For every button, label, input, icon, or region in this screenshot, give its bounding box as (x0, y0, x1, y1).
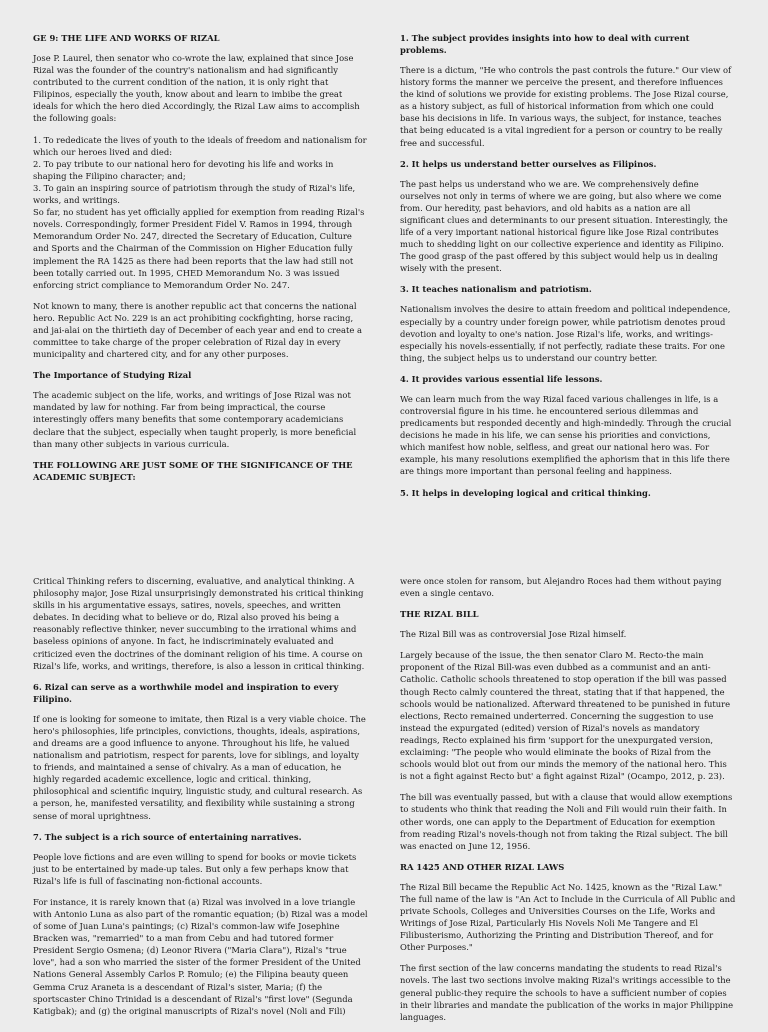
section-heading: 6. Rizal can serve as a worthwhile model and inspiration to every Filipino. (33, 681, 339, 704)
paragraph: Not known to many, there is another republic act that concerns the national hero. Republic Act No. 229 is an act prohibiting cockfighting, horse racing, and jai-alai on the thirtieth day of December of each year and end to create a committee to take charge of the proper celebration of Rizal day in every municipality and chartered city, and for any other purposes. (33, 300, 362, 360)
paragraph: The Rizal Bill became the Republic Act No. 1425, known as the "Rizal Law." The full name of the law is "An Act to Include in the Curricula of All Public and private Schools, Colleges and Universities Courses on the Life, Works and Writings of Jose Rizal, Particularly His Novels Noli Me Tangere and El Filibusterismo, Authorizing the Printing and Distribution Thereof, and for Other Purposes." (400, 881, 736, 953)
paragraph: Largely because of the issue, the then senator Claro M. Recto-the main proponent of the Rizal Bill-was even dubbed as a communist and an anti-Catholic. Catholic schools threatened to stop operation if the bill was passed though Recto calmly countered the threat, stating that if that happened, the schools would be nationalized. Afterward threatened to be punished in future elections, Recto remained underterred. Concerning the suggestion to use instead the expurgated (edited) version of Rizal's novels as mandatory readings, Recto explained his firm 'support for the unexpurgated version, exclaiming: "The people who would eliminate the books of Rizal from the schools would blot out from our minds the memory of the national hero. This is not a fight against Recto but' a fight against Rizal" (Ocampo, 2012, p. 23). (400, 650, 731, 782)
section-heading: The Importance of Studying Rizal (33, 370, 192, 381)
right-column (400, 575, 736, 1032)
document-page-2 (0, 572, 768, 1024)
section-heading: 4. It provides various essential life lessons. (400, 373, 603, 384)
section-heading: 7. The subject is a rich source of entertaining narratives. (33, 831, 302, 842)
section-heading: 1. The subject provides insights into how to deal with current problems. (400, 33, 690, 55)
paragraph: If one is looking for someone to imitate, then Rizal is a very viable choice. The hero's philosophies, life principles, convictions, thoughts, ideals, aspirations, and dreams are a good influence to anyone. Throughout his life, he valued nationalism and patriotism, respect for parents, love for siblings, and loyalty to friends, and maintained a sense of chivalry. As a man of education, he highly regarded academic excellence, logic and critical. thinking, philosophical and scientific inquiry, linguistic study, and cultural research. As a person, he, manifested versatility, and flexibility while sustaining a strong sense of moral uprightness. (33, 713, 366, 821)
paragraph: So far, no student has yet officially applied for exemption from reading Rizal's novels. Correspondingly, former President Fidel V. Ramos in 1994, through Memorandum Order No. 247, directed the Secretary of Education, Culture and Sports and the Chairman of the Commission on Higher Education fully implement the RA 1425 as there had been reports that the law had still not been totally carried out. In 1995, CHED Memorandum No. 3 was issued enforcing strict compliance to Memorandum Order No. 247. (33, 207, 365, 290)
list-item: 3. To gain an inspiring source of patriotism through the study of Rizal's life, works, and writings. (33, 182, 356, 206)
section-heading: THE RIZAL BILL (400, 609, 479, 620)
paragraph: were once stolen for ransom, but Alejandro Roces had them without paying even a single centavo. (400, 576, 722, 599)
paragraph: We can learn much from the way Rizal faced various challenges in life, is a controversial figure in his time. he encountered serious dilemmas and predicaments but responded decently and high-mindedly. Through the crucial decisions he made in his life, we can sense his priorities and convictions, which manifest how noble, selfless, and great our national hero was. For example, his many resolutions exemplified the aphorism that in this life there are things more important than personal feeling and happiness. (400, 393, 732, 477)
paragraph: The academic subject on the life, works, and writings of Jose Rizal was not mandated by law for nothing. Far from being impractical, the course interestingly offers many benefits that some contemporary academicians declare that the subject, especially when taught properly, is more beneficial than many other subjects in various curricula. (33, 390, 357, 449)
paragraph: There is a dictum, "He who controls the past controls the future." Our view of history forms the manner we perceive the present, and therefore influences the kind of solutions we provide for existing problems. The Jose Rizal course, as a history subject, as full of historical information from which one could base his decisions in life. In various ways, the subject, for instance, teaches that being educated is a vital ingredient for a person or country to be really free and successful. (400, 65, 732, 148)
document-title: GE 9: THE LIFE AND WORKS OF RIZAL (33, 33, 220, 43)
list-item: 2. To pay tribute to our national hero for devoting his life and works in shaping the Filipino character; and; (33, 158, 334, 181)
section-heading: 5. It helps in developing logical and critical thinking. (400, 487, 651, 498)
paragraph: The past helps us understand who we are. We comprehensively define ourselves not only in terms of where we are going, but also where we come from. Our heredity, past behaviors, and old habits as a nation are all significant clues and determinants to our present situation. Interestingly, the life of a very important national historical figure like Jose Rizal contributes much to shedding light on our collective experience and identity as Filipino. The good grasp of the past offered by this subject would help us in dealing wisely with the present. (400, 178, 728, 274)
list-item: 1. To rededicate the lives of youth to the ideals of freedom and nationalism for which our heroes lived and died: (33, 134, 367, 157)
paragraph: Nationalism involves the desire to attain freedom and political independence, especially by a country under foreign power, while patriotism denotes proud devotion and loyalty to one's nation. Jose Rizal's life, works, and writings-especially his novels-essentially, if not perfectly, radiate these traits. For one thing, the subject helps us to understand our country better. (400, 304, 731, 363)
section-heading: 2. It helps us understand better ourselves as Filipinos. (400, 158, 657, 169)
section-heading: RA 1425 AND OTHER RIZAL LAWS (400, 861, 565, 872)
paragraph: Jose P. Laurel, then senator who co-wrote the law, explained that since Jose Rizal was the founder of the country's nationalism and had significantly contributed to the current condition of the nation, it is only right that Filipinos, especially the youth, know about and learn to imbibe the great ideals for which the hero died Accordingly, the Rizal Law aims to accomplish the following goals: (33, 53, 360, 124)
paragraph: The Rizal Bill was as controversial Jose Rizal himself. (400, 629, 627, 640)
right-column (400, 32, 736, 507)
paragraph: People love fictions and are even willing to spend for books or movie tickets just to be entertained by made-up tales. But only a few perhaps know that Rizal's life is full of fascinating non-fictional accounts. (33, 851, 357, 886)
paragraph: For instance, it is rarely known that (a) Rizal was involved in a love triangle with Antonio Luna as also part of the romantic equation; (b) Rizal was a model of some of Juan Luna's paintings; (c) Rizal's common-law wife Josephine Bracken was, "remarried" to a man from Cebu and had tutored former President Sergio Osmena; (d) Leonor Rivera ("Maria Clara"), Rizal's "true love", had a son who married the sister of the former President of the United Nations General Assembly Carlos P. Romulo; (e) the Filipina beauty queen Gemma Cruz Araneta is a descendant of Rizal's sister, Maria; (f) the sportscaster Chino Trinidad is a descendant of Rizal's "first love" (Segunda Katigbak); and (g) the original manuscripts of Rizal's novel (Noli and Fili) (33, 896, 368, 1016)
left-column (33, 575, 369, 1026)
paragraph: Critical Thinking refers to discerning, evaluative, and analytical thinking. A philosophy major, Jose Rizal unsurprisingly demonstrated his critical thinking skills in his argumentative essays, satires, novels, speeches, and written debates. In deciding what to believe or do, Rizal also proved his being a reasonably reflective thinker, never succumbing to the irrational whims and baseless opinions of anyone. In fact, he indiscriminately evaluated and criticized even the doctrines of the dominant religion of his time. A course on Rizal's life, works, and writings, therefore, is also a lesson in critical thinking. (33, 576, 365, 671)
paragraph: The bill was eventually passed, but with a clause that would allow exemptions to students who think that reading the Noli and Fili would ruin their faith. In other words, one can apply to the Department of Education for exemption from reading Rizal's novels-though not from taking the Rizal subject. The bill was enacted on June 12, 1956. (400, 792, 733, 851)
paragraph: The first section of the law concerns mandating the students to read Rizal's novels. The last two sections involve making Rizal's writings accessible to the general public-they require the schools to have a sufficient number of copies in their libraries and mandate the publication of the works in major Philippine languages. (400, 963, 734, 1022)
section-heading: 3. It teaches nationalism and patriotism. (400, 284, 592, 295)
section-heading: THE FOLLOWING ARE JUST SOME OF THE SIGNIFICANCE OF THE ACADEMIC SUBJECT: (33, 459, 353, 482)
left-column (33, 32, 369, 491)
